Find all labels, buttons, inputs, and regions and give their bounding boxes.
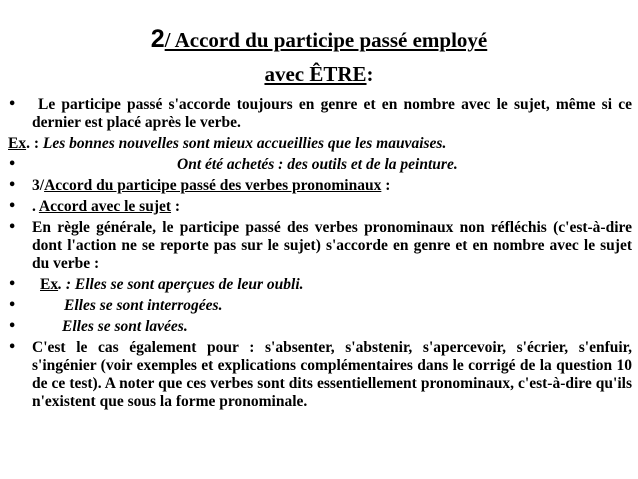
bullet: • [8,199,17,214]
example-2: Ex. : Elles se sont aperçues de leur oubli. [40,276,304,293]
example-label: Ex. : [8,135,40,152]
section-3-heading: 3/Accord du participe passé des verbes pronominaux : [32,177,391,194]
paragraph-2: Ont été achetés : des outils et de la peinture. [177,156,458,173]
bullet: • [8,97,17,112]
list-item [8,219,632,273]
subsection-heading: . Accord avec le sujet : [32,198,181,215]
title-line-2 [0,57,638,91]
bullet: • [8,277,17,292]
bullet: • [8,220,17,235]
list-item [8,276,632,294]
title-text-1: / Accord du participe passé employé [164,28,488,52]
example-3: Elles se sont interrogées. [64,297,223,314]
list-item [8,198,632,216]
bullet: • [8,178,17,193]
example-4: Elles se sont lavées. [62,318,188,335]
list-item [8,177,632,195]
title-text-2: avec ÊTRE [264,62,367,86]
bullet: • [8,157,17,172]
paragraph-1: Le participe passé s'accorde toujours en genre et en nombre avec le sujet, même si ce dernier est placé après le verbe. [32,96,632,131]
title-number: 2 [150,25,165,53]
paragraph-5: En règle générale, le participe passé des verbes pronominaux non réfléchis (c'est-à-dire dont l'action ne se reporte pas sur le sujet) s'accorde en genre et en nombre avec le sujet du verbe : [32,219,632,272]
title-line-1 [0,22,638,57]
bullet: • [8,319,17,334]
list-item [8,318,632,336]
slide-title [0,22,638,91]
bullet: • [8,298,17,313]
list-item [8,339,632,411]
example-text: Les bonnes nouvelles sont mieux accueillies que les mauvaises. [42,135,447,152]
bullet: • [8,340,17,355]
list-item [8,297,632,315]
paragraph-9: C'est le cas également pour : s'absenter, s'abstenir, s'apercevoir, s'écrier, s'enfuir, s'ingénier (voir exemples et explications complémentaires dans le corrigé de la question 10 de ce test). A noter que ces verbes sont dits essentiellement pronominaux, c'est-à-dire qu'ils n'existent que sous la forme pronominale. [32,339,632,410]
list-item [8,156,632,174]
title-colon: : [366,62,374,86]
list-item [8,96,632,132]
example-line [8,135,632,153]
slide-content [8,96,632,414]
